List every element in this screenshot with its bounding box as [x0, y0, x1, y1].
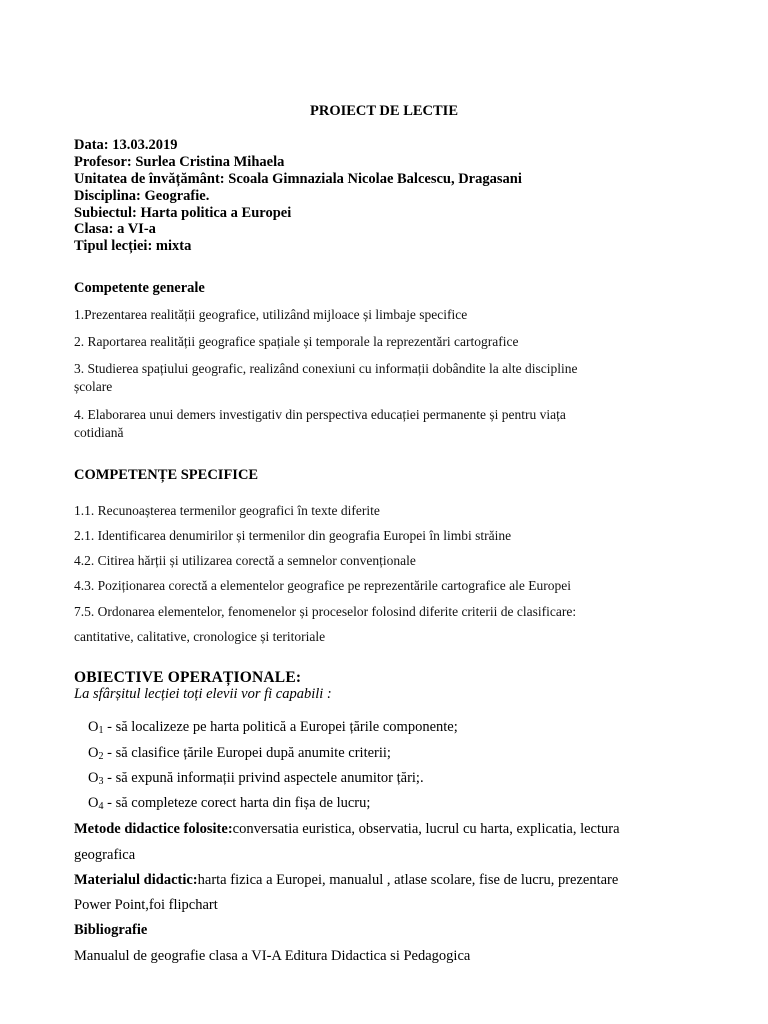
methods-text: conversatia euristica, observatia, lucrul cu harta, explicatia, lectura: [232, 821, 620, 837]
document-title: PROIECT DE LECTIE: [310, 103, 458, 119]
header-lesson-type: Tipul lecției: mixta: [74, 238, 192, 254]
objective-number: 2: [98, 751, 104, 762]
methods-line: [74, 821, 620, 838]
general-competence-item: 3. Studierea spațiului geografic, realizând conexiuni cu informații dobândite la alte discipline: [74, 361, 578, 376]
materials-text: harta fizica a Europei, manualul , atlase scolare, fise de lucru, prezentare: [197, 872, 619, 888]
specific-competence-item: 7.5. Ordonarea elementelor, fenomenelor și proceselor folosind diferite criterii de clasificare:: [74, 604, 577, 619]
materials-line-cont: Power Point,foi flipchart: [74, 897, 218, 913]
objective-letter: O: [88, 770, 99, 786]
header-teacher: Profesor: Surlea Cristina Mihaela: [74, 154, 285, 170]
general-competence-item: 1.Prezentarea realității geografice, utilizând mijloace și limbaje specifice: [74, 307, 468, 322]
general-competence-item-cont: cotidiană: [74, 425, 124, 440]
objective-item: [88, 795, 370, 815]
objective-item: [88, 745, 391, 765]
header-discipline: Disciplina: Geografie.: [74, 188, 210, 204]
objective-letter: O: [88, 745, 99, 761]
header-date: Data: 13.03.2019: [74, 137, 178, 153]
objectives-heading: OBIECTIVE OPERAȚIONALE:: [74, 669, 302, 686]
objective-text: - să clasifice țările Europei după anumite criterii;: [103, 745, 391, 761]
methods-label: Metode didactice folosite:: [74, 821, 233, 837]
specific-competence-item: 4.2. Citirea hărții și utilizarea corectă a semnelor convenționale: [74, 553, 416, 568]
objective-number: 4: [98, 801, 104, 812]
objective-text: - să expună informații privind aspectele anumitor țări;.: [103, 770, 424, 786]
specific-competence-item: 1.1. Recunoașterea termenilor geografici în texte diferite: [74, 503, 380, 518]
objectives-intro: La sfârșitul lecției toți elevii vor fi capabili :: [74, 686, 332, 702]
objective-text: - să completeze corect harta din fișa de lucru;: [103, 795, 371, 811]
general-competence-item: 4. Elaborarea unui demers investigativ din perspectiva educației permanente și pentru viața: [74, 407, 566, 422]
specific-competence-item: 2.1. Identificarea denumirilor și termenilor din geografia Europei în limbi străine: [74, 528, 512, 543]
general-competence-item: 2. Raportarea realității geografice spațiale și temporale la reprezentări cartografice: [74, 334, 519, 349]
materials-line: [74, 872, 618, 889]
header-subject: Subiectul: Harta politica a Europei: [74, 205, 292, 221]
header-school: Unitatea de învățământ: Scoala Gimnaziala Nicolae Balcescu, Dragasani: [74, 171, 522, 187]
general-competence-item-cont: școlare: [74, 379, 113, 394]
specific-competence-item-cont: cantitative, calitative, cronologice și teritoriale: [74, 629, 326, 644]
general-competences-heading: Competente generale: [74, 280, 205, 296]
materials-label: Materialul didactic:: [74, 872, 198, 888]
specific-competence-item: 4.3. Poziționarea corectă a elementelor geografice pe reprezentările cartografice ale Europei: [74, 578, 571, 593]
objective-number: 1: [98, 725, 104, 736]
specific-competences-heading: COMPETENȚE SPECIFICE: [74, 467, 259, 483]
objective-letter: O: [88, 719, 99, 735]
header-class: Clasa: a VI-a: [74, 221, 156, 237]
methods-line-cont: geografica: [74, 847, 136, 863]
bibliography-text: Manualul de geografie clasa a VI-A Editura Didactica si Pedagogica: [74, 948, 471, 964]
objective-number: 3: [98, 776, 104, 787]
objective-text: - să localizeze pe harta politică a Europei țările componente;: [103, 719, 458, 735]
objective-item: [88, 770, 424, 790]
bibliography-heading: Bibliografie: [74, 922, 148, 938]
objective-letter: O: [88, 795, 99, 811]
objective-item: [88, 719, 458, 739]
